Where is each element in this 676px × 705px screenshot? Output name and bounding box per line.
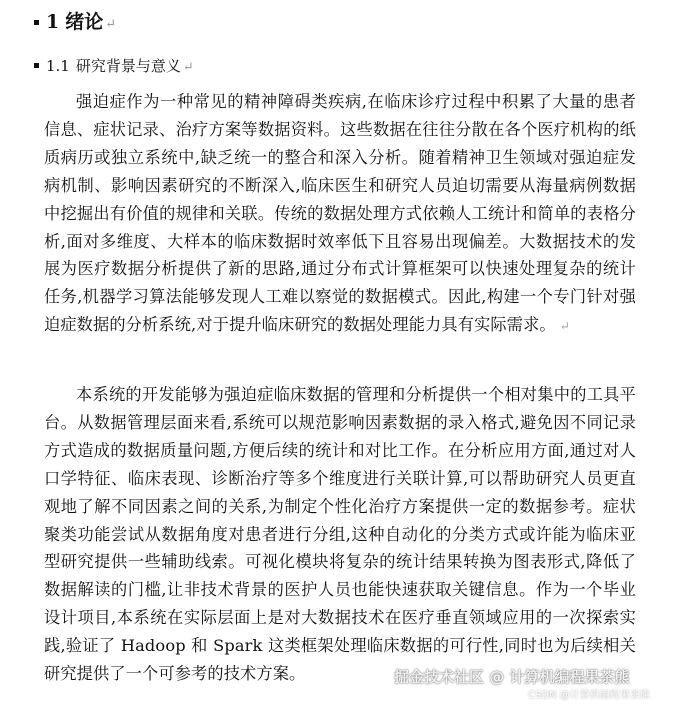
paragraph-mark-icon: ↵: [182, 60, 194, 75]
paragraph-mark-icon: ↵: [105, 17, 117, 32]
body-paragraph-1: [44, 88, 636, 341]
paragraph-text: 本系统的开发能够为强迫症临床数据的管理和分析提供一个相对集中的工具平台。从数据管理层面来看,系统可以规范影响因素数据的录入格式,避免因不同记录方式造成的数据质量问题,方便后续的统计和对比工作。在分析应用方面,通过对人口学特征、临床表现、诊断治疗等多个维度进行关联计算,可以帮助研究人员更直观地了解不同因素之间的关系,为制定个性化治疗方案提供一定的数据参考。症状聚类功能尝试从数据角度对患者进行分组,这种自动化的分类方式或许能为临床亚型研究提供一些辅助线索。可视化模块将复杂的统计结果转换为图表形式,降低了数据解读的门槛,让非技术背景的医护人员也能快速获取关键信息。作为一个毕业设计项目,本系统在实际层面上是对大数据技术在医疗垂直领域应用的一次探索实践,验证了 Hadoop 和 Spark 这类框架处理临床数据的可行性,同时也为后续相关研究提供了一个可参考的技术方案。: [44, 385, 636, 684]
heading-2-number: 1.1: [46, 57, 70, 75]
heading-1-title: 绪论: [65, 11, 104, 33]
heading-2-title: 研究背景与意义: [75, 57, 181, 75]
paragraph-mark-icon: ↵: [559, 319, 570, 334]
heading-1-number: 1: [46, 11, 60, 33]
watermark-juejin: 掘金技术社区 @ 计算机编程果茶熊: [394, 668, 630, 686]
watermark-csdn: CSDN @计算机编程果茶熊: [528, 690, 650, 701]
list-bullet-icon: [34, 63, 39, 68]
list-bullet-icon: [34, 20, 39, 25]
heading-2: [34, 55, 194, 76]
heading-1: [34, 7, 116, 34]
body-paragraph-2: [44, 381, 636, 688]
paragraph-text: 强迫症作为一种常见的精神障碍类疾病,在临床诊疗过程中积累了大量的患者信息、症状记录、治疗方案等数据资料。这些数据在往往分散在各个医疗机构的纸质病历或独立系统中,缺乏统一的整合和深入分析。随着精神卫生领域对强迫症发病机制、影响因素研究的不断深入,临床医生和研究人员迫切需要从海量病例数据中挖掘出有价值的规律和关联。传统的数据处理方式依赖人工统计和简单的表格分析,面对多维度、大样本的临床数据时效率低下且容易出现偏差。大数据技术的发展为医疗数据分析提供了新的思路,通过分布式计算框架可以快速处理复杂的统计任务,机器学习算法能够发现人工难以察觉的数据模式。因此,构建一个专门针对强迫症数据的分析系统,对于提升临床研究的数据处理能力具有实际需求。: [44, 92, 636, 335]
